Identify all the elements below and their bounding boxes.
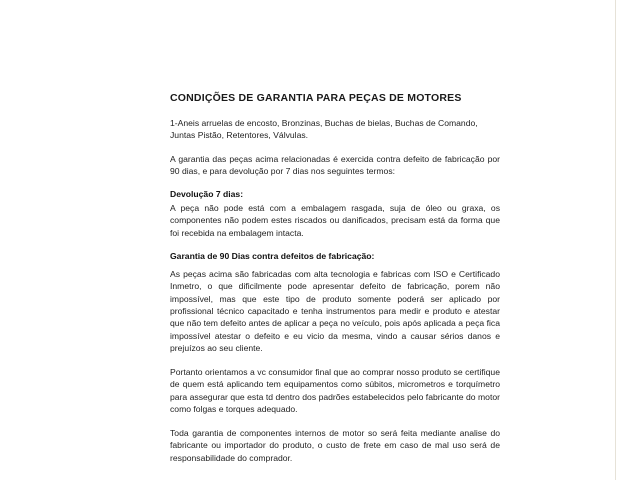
parts-list-paragraph: 1-Aneis arruelas de encosto, Bronzinas, Buchas de bielas, Buchas de Comando, Juntas Pistão, Retentores, Válvulas.: [170, 117, 478, 141]
returns-section-paragraph: A peça não pode está com a embalagem rasgada, suja de óleo ou graxa, os componentes não podem estes riscados ou danificados, precisam está da forma que foi recebida na embalagem intacta.: [170, 202, 500, 238]
warranty-terms-paragraph: A garantia das peças acima relacionadas é exercida contra defeito de fabricação por 90 dias, e para devolução por 7 dias nos seguintes termos:: [170, 153, 500, 176]
warranty-section-heading: Garantia de 90 Dias contra defeitos de fabricação:: [170, 251, 375, 262]
document-title: CONDIÇÕES DE GARANTIA PARA PEÇAS DE MOTORES: [170, 92, 462, 104]
warranty-section-paragraph-1: As peças acima são fabricadas com alta tecnologia e fabricas com ISO e Certificado Inmetro, o que dificilmente pode apresentar defeito de fabricação, porem não impossível, mas que este tipo de produto somente poderá ser aplicado por profissional técnico capacitado e tenha instrumentos para medir e produto e atestar que não tem defeito antes de aplicar a peça no veículo, pois após aplicada a peça fica impossível atestar o defeito e eu vicio da mesma, vindo a causar sérios danos e prejuízos ao seu cliente.: [170, 268, 500, 354]
closing-paragraph: Toda garantia de componentes internos de motor so será feita mediante analise do fabricante ou importador do produto, o custo de frete em caso de mal uso será de responsabilidade do comprador.: [170, 427, 500, 463]
returns-section-heading: Devolução 7 dias:: [170, 189, 244, 200]
document-body: [170, 92, 500, 475]
warranty-section-paragraph-2: Portanto orientamos a vc consumidor final que ao comprar nosso produto se certifique de quem está aplicando tem equipamentos como súbitos, micrometros e torquímetro para assegurar que esta td dentro dos padrões estabelecidos pelo fabricante do motor como folgas e torques adequado.: [170, 366, 500, 415]
